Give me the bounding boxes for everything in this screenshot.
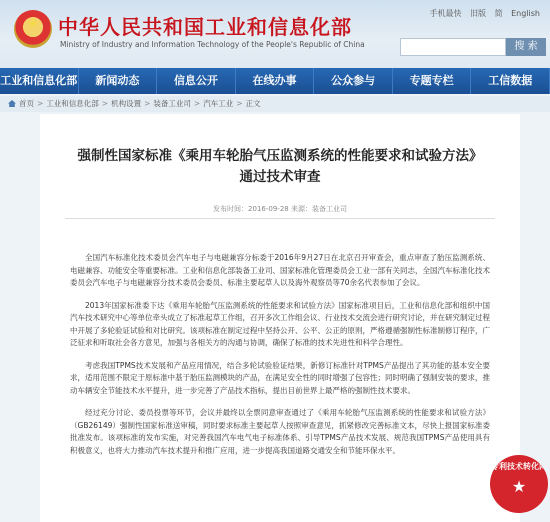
national-emblem-icon [14,10,52,48]
nav-item-online-service[interactable]: 在线办事 [236,68,315,94]
search-input[interactable] [400,38,506,56]
watermark-stamp [490,455,548,513]
article-body [70,252,490,467]
site-subtitle: Ministry of Industry and Information Technology of the People's Republic of China [60,40,365,49]
article-paragraph: 考虑我国TPMS技术发展和产品应用情况，结合多轮试验验证结果，新修订标准针对TPMS产品提出了其功能的基本安全要求，适用范围不限定于原标准中基于胎压监测模块的产品，在满足安全性的同时增强了包容性；同时明确了强制安装的要求，推动车辆安全节能技术水平提升，进一步完善了产品技术指标，提出目前世界上最严格的强制性技术要求。 [70,360,490,395]
article-title-line1: 强制性国家标准《乘用车轮胎气压监测系统的性能要求和试验方法》 [77,148,483,164]
star-icon: ★ [511,477,527,496]
nav-item-special-topics[interactable]: 专题专栏 [393,68,472,94]
home-icon [8,100,16,107]
breadcrumb-equipment[interactable]: 装备工业司 [153,99,191,108]
top-link-old[interactable]: 旧版 [470,9,487,18]
search-button[interactable]: 搜 索 [506,38,546,56]
site-title[interactable]: 中华人民共和国工业和信息化部 [58,15,352,39]
article-paragraph: 经过充分讨论、委员投票等环节，会议并最终以全票同意审查通过了《乘用车轮胎气压监测系统的性能要求和试验方法》（GB26149）强制性国家标准送审稿，同时要求标准主要起草人按照审查意见，抓紧修改完善标准文本，尽快上报国家标准委批准发布。该项标准的发布实施，对完善我国汽车电气电子标准体系、引导TPMS产品技术发展、规范我国TPMS产品使用具有积极意义，也将大力推动汽车技术提升和推广应用，进一步提高我国道路交通安全和节能环保水平。 [70,408,490,455]
breadcrumb-current: 正文 [245,99,261,108]
nav-item-public-participation[interactable]: 公众参与 [314,68,393,94]
article [40,114,520,522]
nav-item-ministry[interactable]: 工业和信息化部 [0,68,79,94]
breadcrumb [0,96,550,112]
breadcrumb-organization[interactable]: 机构设置 [111,99,142,108]
stamp-text: 专利技术转化网 [491,462,547,471]
article-meta: 发布时间：2016-09-28 来源：装备工业司 [213,205,347,213]
top-links [423,8,540,19]
nav-item-news[interactable]: 新闻动态 [79,68,158,94]
breadcrumb-separator: > [236,99,243,108]
divider [65,218,495,219]
breadcrumb-home[interactable]: 首页 [19,99,34,108]
article-paragraph: 全国汽车标准化技术委员会汽车电子与电磁兼容分标委于2016年9月27日在北京召开审查会，重点审查了胎压监测系统、电磁兼容、功能安全等重要标准。工业和信息化部装备工业司、国家标准化管理委员会工业一部有关同志，全国汽车标准化技术委员会汽车电子与电磁兼容分技术委员会委员、标准主要起草人以及海外观察员等70余名代表参加了会议。 [70,253,490,287]
top-link-mobile[interactable]: 手机最快 [429,9,462,18]
article-paragraph: 2013年国家标准委下达《乘用车轮胎气压监测系统的性能要求和试验方法》国家标准项目后，工业和信息化部和组织中国汽车技术研究中心等单位牵头成立了标准起草工作组，召开多次工作组会议、行业技术交流会进行研究讨论，并在研究制定过程中开展了多轮验证试验和对比研究。该项标准在制定过程中坚持公开、公平、公正的原则，严格遵循强制性标准制修订程序，广泛征求和听取社会各方意见，加强与各相关方的沟通与协调，确保了标准的技术先进性和科学合理性。 [70,300,490,347]
breadcrumb-separator: > [37,99,44,108]
article-title-line2: 通过技术审查 [239,169,321,185]
breadcrumb-separator: > [144,99,151,108]
breadcrumb-separator: > [101,99,109,108]
breadcrumb-ministry[interactable]: 工业和信息化部 [46,99,99,108]
site-header [0,0,550,68]
breadcrumb-auto[interactable]: 汽车工业 [203,99,234,108]
main-nav [0,68,550,94]
breadcrumb-separator: > [193,99,201,108]
nav-item-data[interactable]: 工信数据 [471,68,550,94]
nav-item-info-disclosure[interactable]: 信息公开 [157,68,236,94]
top-link-english[interactable]: English [511,9,540,18]
top-link-simplified[interactable]: 简 [494,9,503,18]
